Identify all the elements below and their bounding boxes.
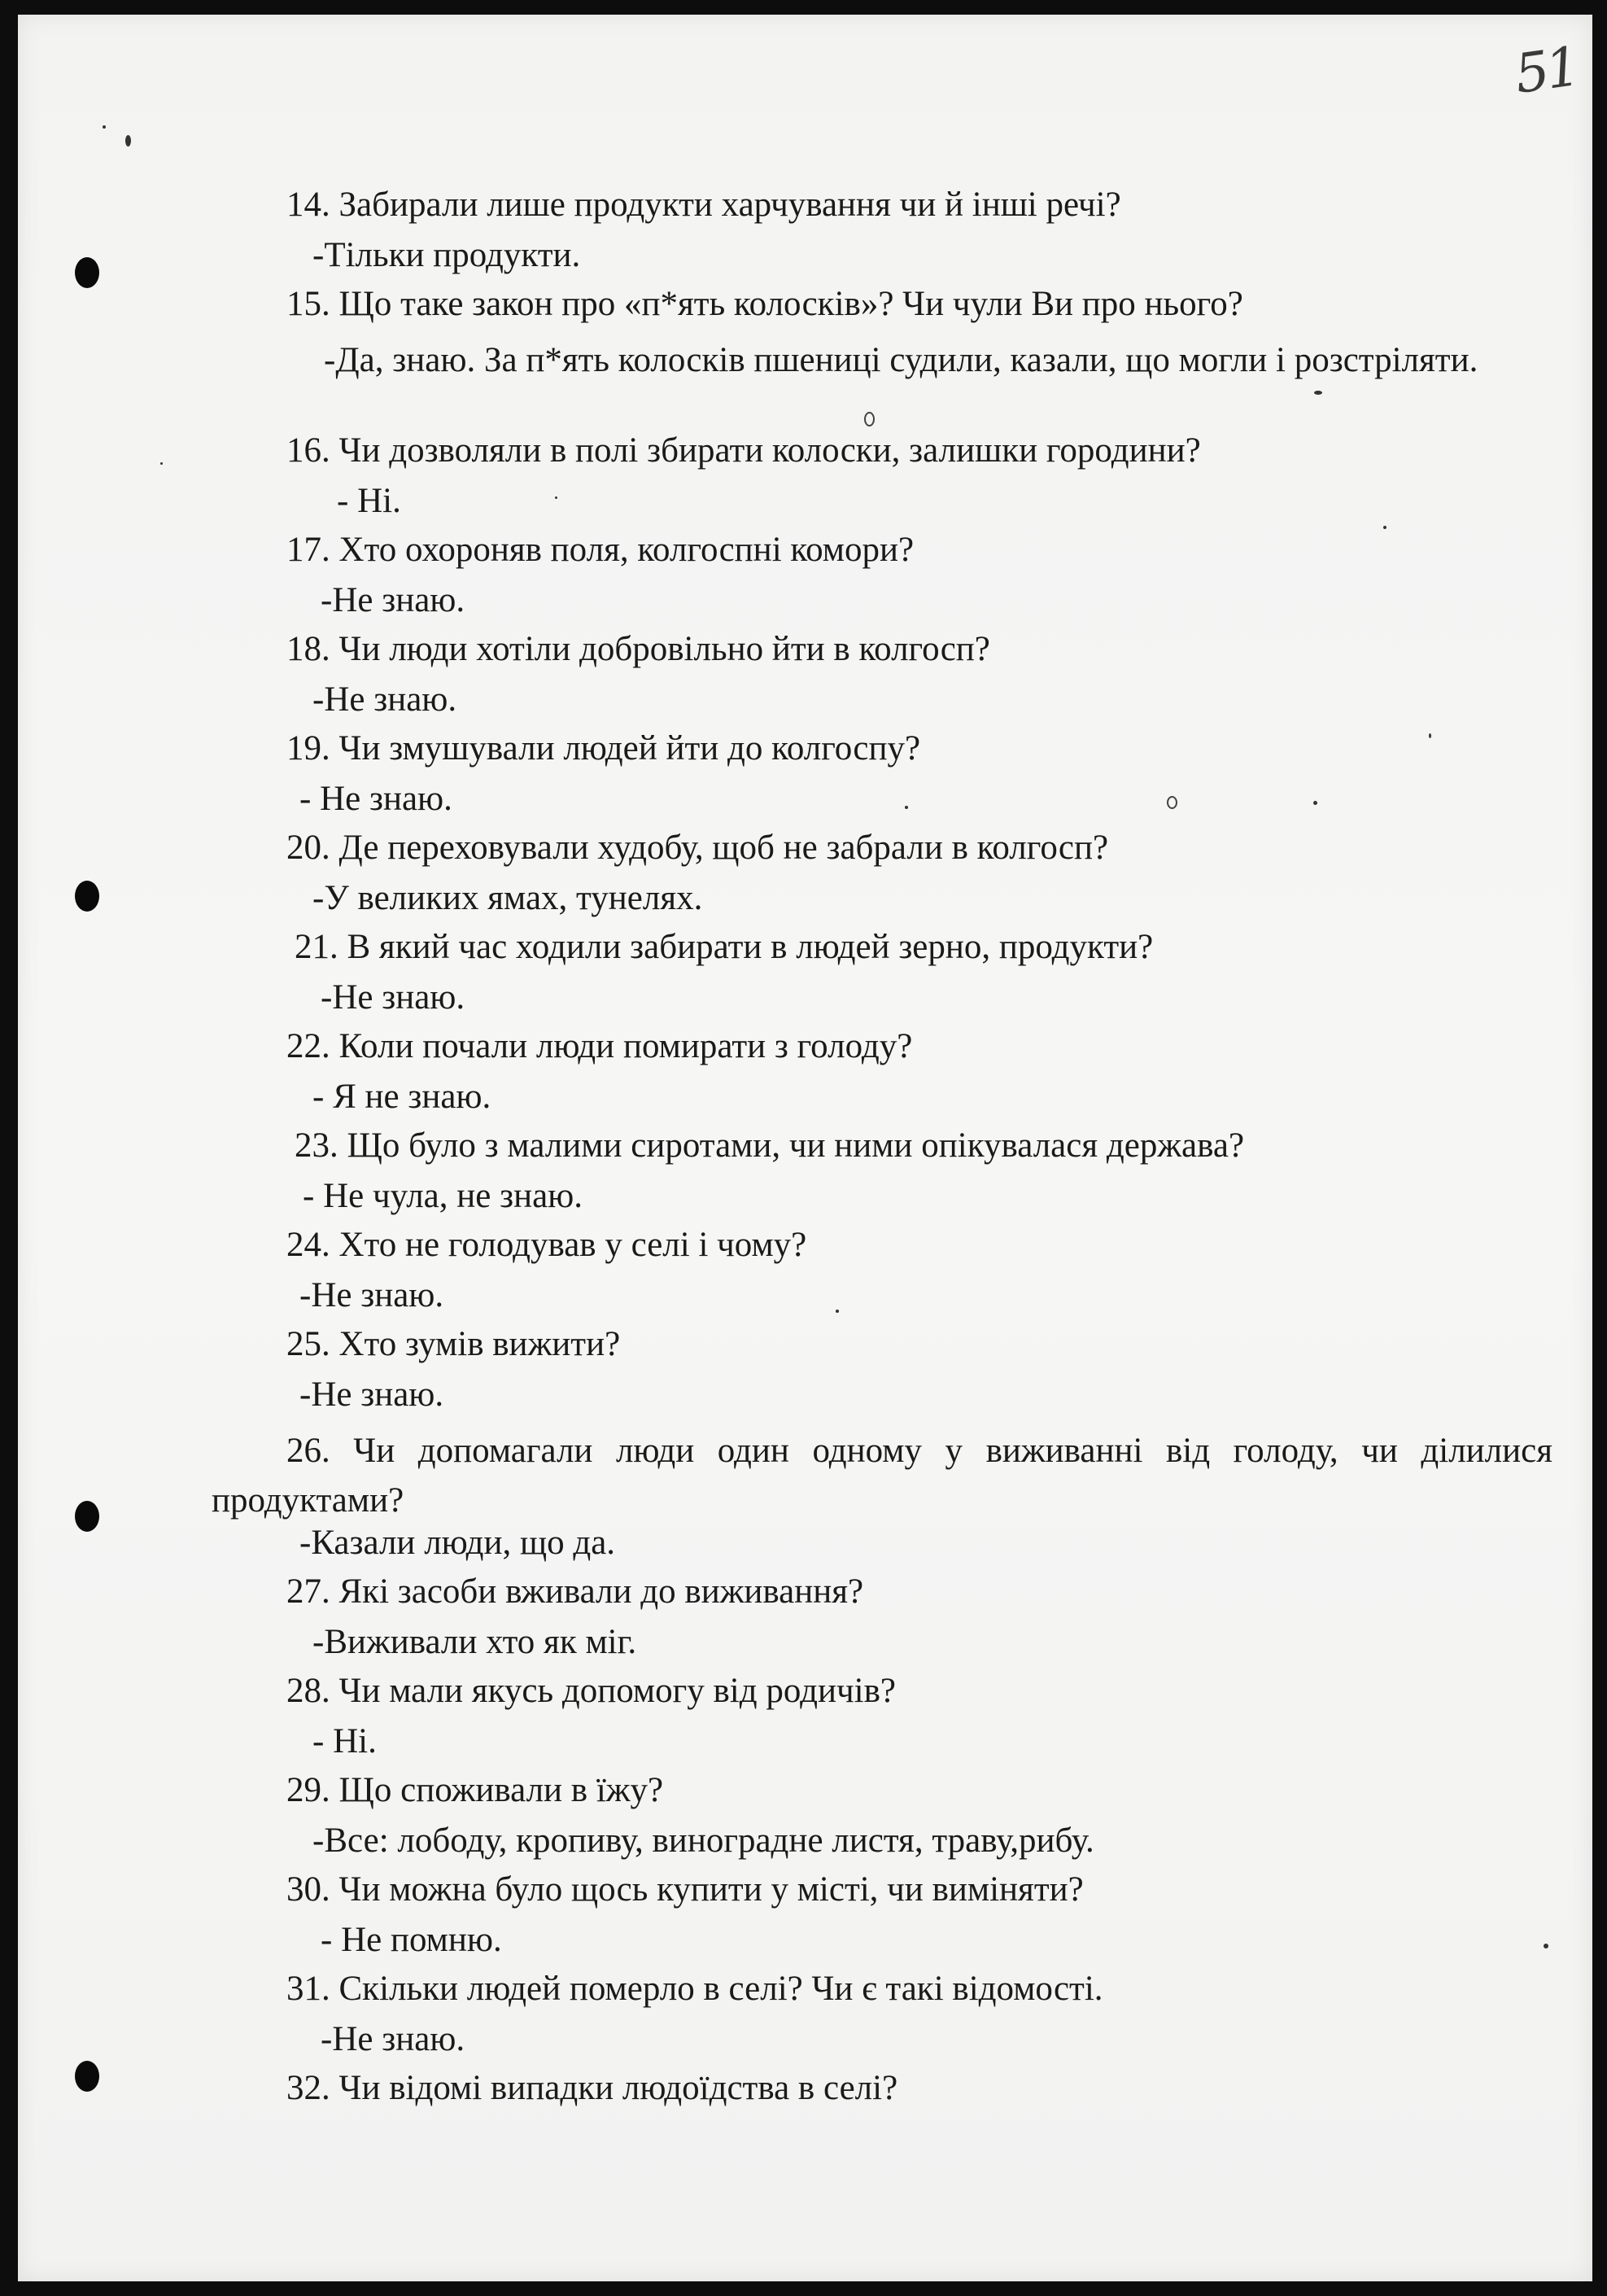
question: 23. Що було з малими сиротами, чи ними опікувалася держава?: [295, 1126, 1245, 1165]
question: 31. Скільки людей померло в селі? Чи є такі відомості.: [286, 1970, 1103, 2008]
speck: [905, 806, 908, 809]
answer: - Ні.: [337, 482, 401, 520]
speck: [1429, 733, 1431, 738]
question: 28. Чи мали якусь допомогу від родичів?: [286, 1672, 896, 1710]
punch-hole: [75, 881, 99, 912]
question: 19. Чи змушували людей йти до колгоспу?: [286, 729, 921, 768]
answer: -Тільки продукти.: [312, 236, 581, 274]
question: 15. Що таке закон про «п*ять колосків»? Чи чули Ви про нього?: [286, 285, 1243, 323]
question: 21. В який час ходили забирати в людей зерно, продукти?: [295, 928, 1154, 966]
page-number: 51: [1511, 35, 1581, 106]
speck: [1544, 1944, 1548, 1948]
answer: - Не чула, не знаю.: [303, 1177, 583, 1215]
question: 30. Чи можна було щось купити у місті, чи виміняти?: [286, 1870, 1084, 1909]
answer: - Я не знаю.: [312, 1078, 491, 1116]
speck: [125, 135, 131, 147]
speck: [103, 125, 106, 129]
answer: -Не знаю.: [321, 581, 465, 619]
question: 29. Що споживали в їжу?: [286, 1771, 664, 1809]
punch-hole: [75, 2061, 99, 2092]
answer: - Ні.: [312, 1722, 377, 1760]
question: 18. Чи люди хотіли добровільно йти в колгосп?: [286, 630, 990, 668]
question: 32. Чи відомі випадки людоїдства в селі?: [286, 2069, 898, 2107]
speck: [1167, 796, 1177, 809]
speck: [1383, 526, 1386, 529]
speck: [160, 462, 163, 465]
answer: -Не знаю.: [312, 680, 457, 719]
answer: -Да, знаю. За п*ять колосків пшениці судили, казали, що могли і розстріляти.: [324, 341, 1478, 379]
answer: -Не знаю.: [299, 1276, 444, 1314]
punch-hole: [75, 257, 99, 288]
question: 16. Чи дозволяли в полі збирати колоски, залишки городини?: [286, 431, 1201, 470]
question: 22. Коли почали люди помирати з голоду?: [286, 1027, 913, 1065]
answer: -Не знаю.: [299, 1375, 444, 1414]
question: 14. Забирали лише продукти харчування чи й інші речі?: [286, 186, 1121, 224]
question: 20. Де переховували худобу, щоб не забрали в колгосп?: [286, 829, 1109, 867]
answer: - Не знаю.: [299, 780, 452, 818]
answer: -Казали люди, що да.: [299, 1524, 616, 1562]
answer: - Не помню.: [321, 1921, 502, 1959]
answer: -Не знаю.: [321, 2020, 465, 2058]
speck: [1313, 801, 1317, 805]
speck: [864, 412, 875, 426]
question: 27. Які засоби вживали до виживання?: [286, 1572, 864, 1611]
answer: -Виживали хто як міг.: [312, 1623, 637, 1661]
answer: -Не знаю.: [321, 978, 465, 1017]
speck: [555, 496, 557, 499]
document-page: [18, 15, 1592, 2281]
answer: -У великих ямах, тунелях.: [312, 879, 703, 917]
question: 26. Чи допомагали люди один одному у виживанні від голоду, чи ділилися продуктами?: [212, 1432, 1552, 1520]
speck: [1314, 391, 1322, 395]
question: 25. Хто зумів вижити?: [286, 1325, 621, 1363]
question: 24. Хто не голодував у селі і чому?: [286, 1226, 807, 1264]
punch-hole: [75, 1501, 99, 1532]
question: 17. Хто охороняв поля, колгоспні комори?: [286, 531, 915, 569]
answer: -Все: лободу, кропиву, виноградне листя, траву,рибу.: [312, 1821, 1094, 1860]
speck: [836, 1310, 839, 1313]
